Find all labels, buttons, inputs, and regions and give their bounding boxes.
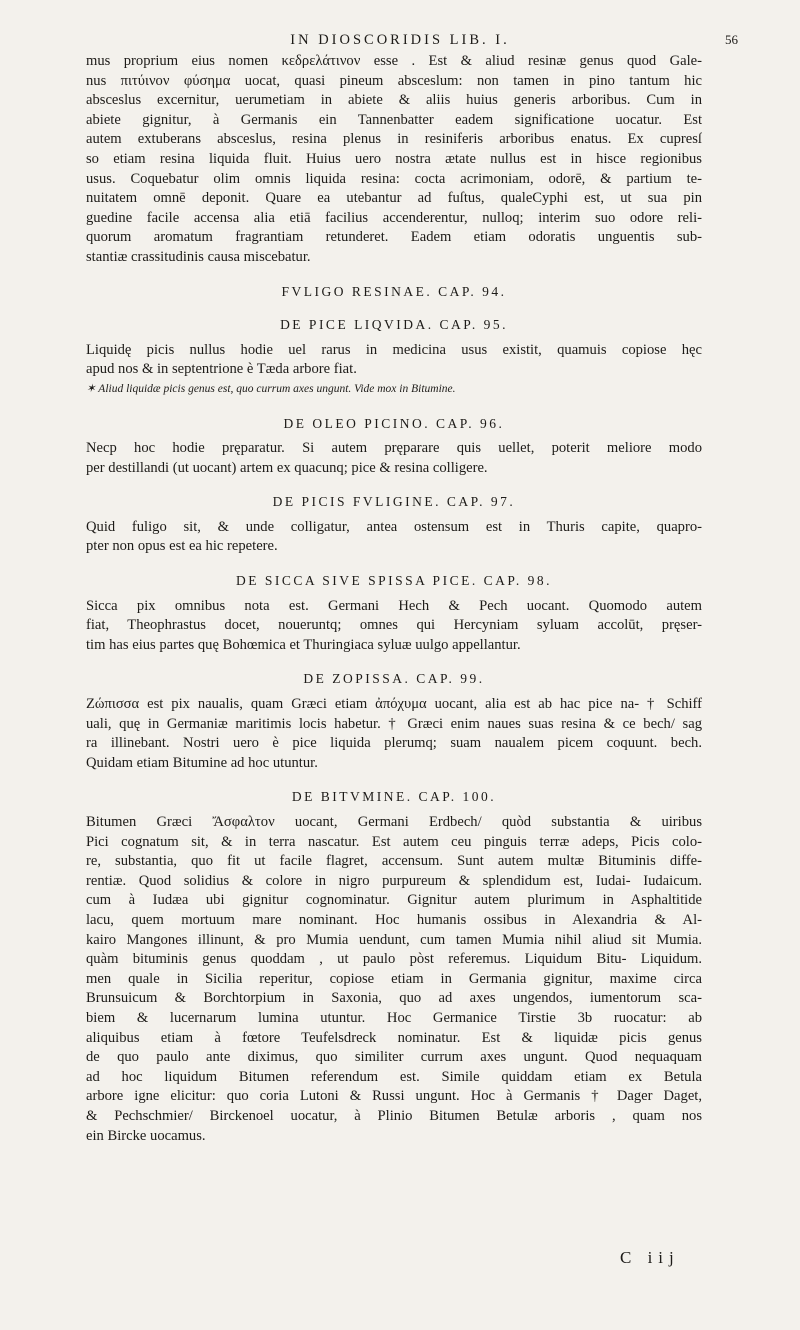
- text-line: Brunsuicum & Borchtorpium in Saxonia, quo ad axes ungendos, iumentorum sca-: [86, 990, 702, 1007]
- text-line: cum à Iudæa ubi gignitur cognominatur. Gignitur autem plurimum in Asphaltitide: [86, 892, 702, 909]
- text-line: nus πιτύινον φύσημα uocat, quasi pineum absceslum: non tamen in pino tantum hic: [86, 72, 702, 89]
- text-line: per destillandi (ut uocant) artem ex quacunq; pice & resina colligere.: [86, 459, 488, 476]
- text-line: re, substantia, quo fit ut facile flagret, accensum. Sunt autem multæ Bituminis diffe-: [86, 853, 702, 870]
- text-line: nuitatem omnē deponit. Quare ea utebantur ad fuſtus, qualeCyphi est, ut sua pin: [86, 190, 702, 207]
- text-line: Quidam etiam Bitumine ad hoc utuntur.: [86, 754, 318, 771]
- paragraph: [86, 695, 702, 773]
- paragraph: [86, 52, 702, 268]
- text-line: Ζώπισσα est pix naualis, quam Græci etiam ἀπόχυμα uocant, alia est ab hac pice na- † Schiff: [86, 696, 702, 713]
- chapter-heading: DE PICE LIQVIDA. CAP. 95.: [280, 317, 508, 333]
- running-head: IN DIOSCORIDIS LIB. I.: [290, 32, 510, 48]
- paragraph: [86, 439, 702, 478]
- text-line: so etiam resina liquida fluit. Huius uero nostra ætate nullus est in hisce regionibus: [86, 150, 702, 167]
- text-line: de quo paulo ante diximus, quo similiter currum axes ungunt. Quod nequaquam: [86, 1049, 702, 1066]
- text-line: abiete gignitur, à Germanis ein Tannenbatter eadem significatione uocatur. Est: [86, 111, 702, 128]
- text-line: Sicca pix omnibus nota est. Germani Hech & Pech uocant. Quomodo autem: [86, 597, 702, 614]
- chapter-heading: DE SICCA SIVE SPISSA PICE. CAP. 98.: [236, 573, 552, 589]
- text-line: uali, quę in Germaniæ maritimis locis habetur. † Græci enim naues suas resina & ce bech/ sag: [86, 715, 702, 732]
- text-line: ein Bircke uocamus.: [86, 1127, 206, 1144]
- text-line: fiat, Theophrastus docet, noueruntq; omnes qui Hercyniam syluam accolūt, pręser-: [86, 617, 702, 634]
- text-line: aliquibus etiam à fœtore Teufelsdreck nominatur. Est & liquidæ picis genus: [86, 1029, 702, 1046]
- text-line: Liquidę picis nullus hodie uel rarus in medicina usus existit, quamuis copiose hęc: [86, 341, 702, 358]
- text-line: ra illinebant. Nostri uero è pice liquida plerumq; suam naualem picem coquunt. bech.: [86, 735, 702, 752]
- text-line: rentiæ. Quod solidius & colore in nigro purpureum & splendidum est, Iudai- Iudaicum.: [86, 872, 702, 889]
- text-line: guedine facile accensa alia etiā facilius accenderentur, nulloq; interim suo odore reli-: [86, 209, 702, 226]
- chapter-heading: DE OLEO PICINO. CAP. 96.: [283, 415, 505, 431]
- text-line: lacu, quem mortuum mare nominant. Hoc humanis ossibus in Alexandria & Al-: [86, 911, 702, 928]
- paragraph: [86, 518, 702, 557]
- text-line: tim has eius partes quę Bohœmica et Thuringiaca syluæ uulgo appellantur.: [86, 636, 521, 653]
- text-line: ad hoc liquidum Bitumen referendum est. Simile quiddam etiam ex Betula: [86, 1068, 702, 1085]
- text-line: men quale in Sicilia reperitur, copiose etiam in Germania gignitur, maxime circa: [86, 970, 702, 987]
- text-block: [86, 52, 702, 1146]
- chapter-heading: DE ZOPISSA. CAP. 99.: [303, 671, 485, 687]
- text-line: biem & lucernarum lumina utuntur. Hoc Germanice Tirstie 3b ruocatur: ab: [86, 1009, 702, 1026]
- text-line: usus. Coquebatur olim omnis liquida resina: cocta acrimoniam, odorē, & partium te-: [86, 170, 702, 187]
- text-line: Necp hoc hodie pręparatur. Si autem pręparare quis uellet, poterit meliore modo: [86, 440, 702, 457]
- chapter-heading: FVLIGO RESINAE. CAP. 94.: [281, 283, 507, 299]
- text-line: apud nos & in septentrione è Tæda arbore fiat.: [86, 361, 357, 378]
- annotation-note: ✶ Aliud liquidæ picis genus est, quo currum axes ungunt. Vide mox in Bitumine.: [86, 382, 456, 395]
- text-line: Bitumen Græci Ἄσφαλτον uocant, Germani Erdbech/ quòd substantia & uiribus: [86, 814, 702, 830]
- text-line: stantiæ crassitudinis causa miscebatur.: [86, 248, 311, 265]
- page-number: 56: [725, 32, 738, 47]
- text-line: quorum aromatum fragrantiam retunderet. Eadem etiam odoratis unguentis sub-: [86, 229, 702, 246]
- text-line: Pici cognatum sit, & in terra nascatur. Est autem ceu pinguis terræ adeps, Picis colo-: [86, 833, 702, 850]
- text-line: arbore igne elicitur: quo coria Lutoni & Russi ungunt. Hoc à Germanis † Dager Daget,: [86, 1088, 702, 1105]
- text-line: pter non opus est ea hic repetere.: [86, 538, 278, 555]
- paragraph: [86, 813, 702, 1146]
- text-line: absceslus excernitur, uerumetiam in abiete & aliis huius generis arboribus. Cum in: [86, 92, 702, 109]
- text-line: & Pechschmier/ Birckenoel uocatur, à Plinio Bitumen Betulæ arboris , quam nos: [86, 1107, 702, 1124]
- chapter-heading: DE BITVMINE. CAP. 100.: [291, 789, 497, 805]
- chapter-heading: DE PICIS FVLIGINE. CAP. 97.: [272, 494, 516, 510]
- paragraph: [86, 597, 702, 656]
- signature-mark: C iij: [620, 1248, 680, 1267]
- text-line: quàm bituminis genus quoddam , ut paulo pòst referemus. Liquidum Bitu- Liquidum.: [86, 951, 702, 968]
- text-line: autem extuberans absceslus, resina plenus in resiniferis arboribus enatus. Ex cupresſ: [86, 131, 702, 148]
- text-line: kairo Mangones illinunt, & pro Mumia uendunt, cum tamen Mumia nihil aliud sit Mumia.: [86, 931, 702, 948]
- text-line: Quid fuligo sit, & unde colligatur, antea ostensum est in Thuris capite, quapro-: [86, 518, 702, 535]
- text-line: mus proprium eius nomen κεδρελάτινον esse . Est & aliud resinæ genus quod Gale-: [86, 53, 702, 69]
- paragraph: [86, 341, 702, 380]
